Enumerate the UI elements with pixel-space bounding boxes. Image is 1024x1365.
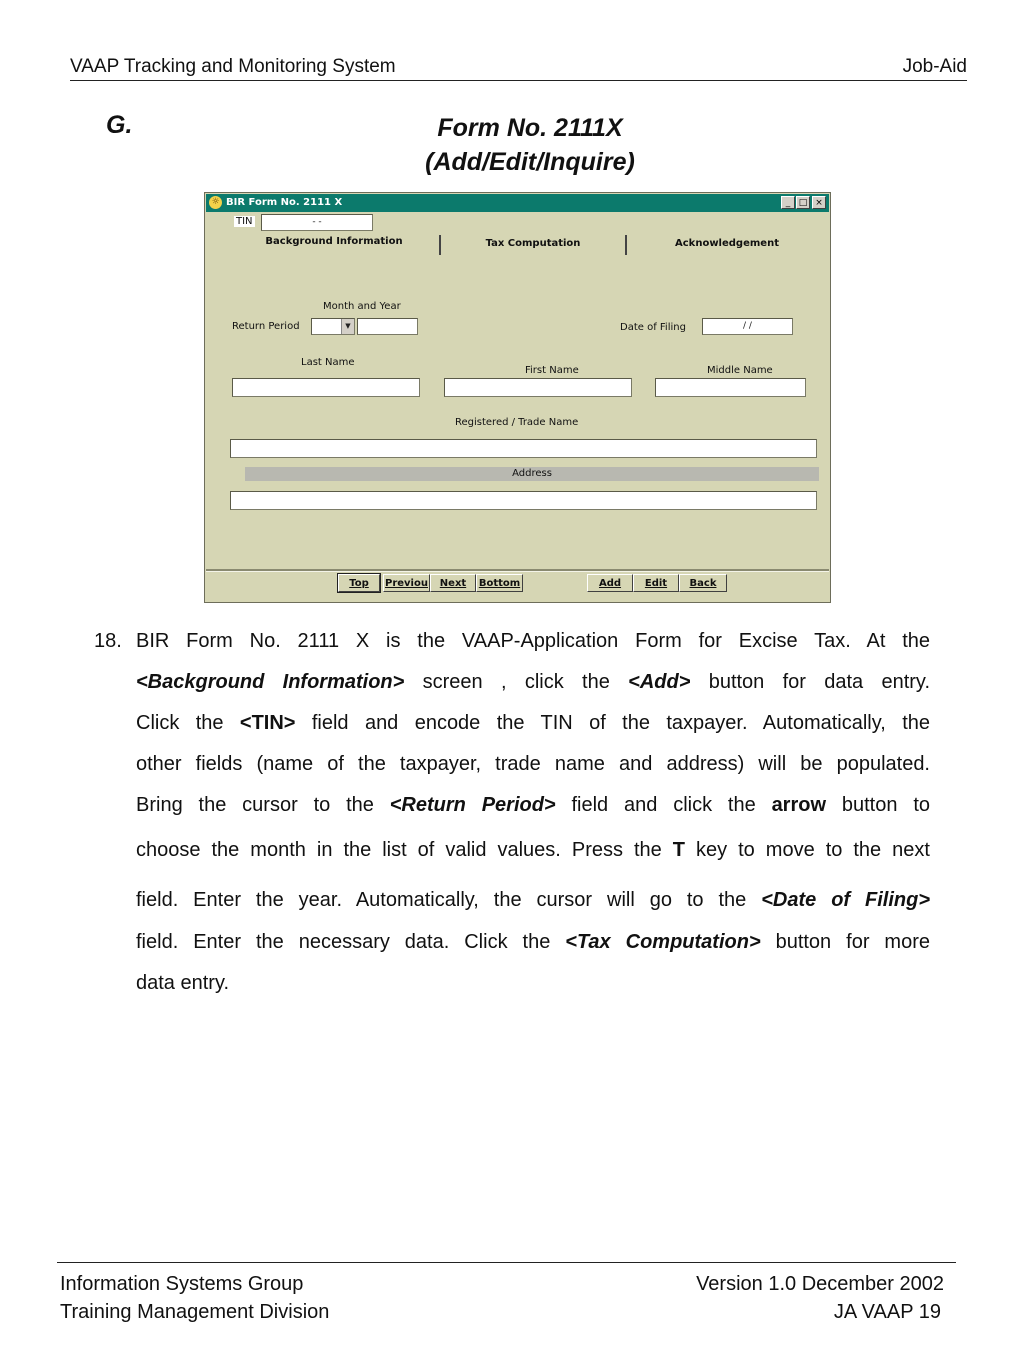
tab-strip xyxy=(229,233,829,257)
edit-button[interactable]: Edit xyxy=(633,574,679,592)
tab-acknowledgement[interactable]: Acknowledgement xyxy=(675,238,779,249)
header-doc-type: Job-Aid xyxy=(902,56,967,77)
back-button[interactable]: Back xyxy=(679,574,727,592)
footer-version: Version 1.0 December 2002 xyxy=(696,1273,944,1295)
first-name-label: First Name xyxy=(525,365,579,376)
text-line: other fields (name of the taxpayer, trade name and address) will be populated. xyxy=(136,753,930,775)
text-fragment: Click the xyxy=(136,712,240,734)
text-line: BIR Form No. 2111 X is the VAAP-Application Form for Excise Tax. At the xyxy=(136,630,930,652)
text-line xyxy=(136,662,930,703)
page-title xyxy=(330,111,730,179)
date-of-filing-input[interactable]: / / xyxy=(702,318,793,335)
text-fragment: button for more xyxy=(760,931,930,953)
text-line: data entry. xyxy=(136,972,230,994)
last-name-label: Last Name xyxy=(301,357,355,368)
text-fragment: screen , click the xyxy=(404,671,629,693)
page-header xyxy=(70,55,967,81)
address-input[interactable] xyxy=(230,491,817,510)
text-line xyxy=(136,874,930,922)
form-screenshot-window xyxy=(204,192,831,603)
arrow-ref: arrow xyxy=(771,794,827,816)
header-system-name: VAAP Tracking and Monitoring System xyxy=(70,56,396,77)
background-information-ref: <Background Information> xyxy=(136,671,405,693)
footer-division: Training Management Division xyxy=(60,1301,330,1323)
trade-name-label: Registered / Trade Name xyxy=(455,417,579,428)
tab-tax-computation[interactable]: Tax Computation xyxy=(485,238,581,249)
address-label: Address xyxy=(245,467,819,481)
text-line xyxy=(136,826,930,874)
date-of-filing-label: Date of Filing xyxy=(620,322,686,333)
title-line-1: Form No. 2111X xyxy=(437,114,623,142)
maximize-icon[interactable]: □ xyxy=(796,196,810,209)
window-title: BIR Form No. 2111 X xyxy=(226,197,343,208)
minimize-icon[interactable]: _ xyxy=(781,196,795,209)
text-line xyxy=(136,785,930,826)
tin-ref: <TIN> xyxy=(239,712,296,734)
trade-name-input[interactable] xyxy=(230,439,817,458)
t-key-ref: T xyxy=(672,839,685,861)
return-period-year-input[interactable] xyxy=(357,318,418,335)
text-fragment: button for data entry. xyxy=(690,671,931,693)
tab-background-information[interactable]: Background Information xyxy=(265,236,403,247)
tax-computation-ref: <Tax Computation> xyxy=(565,931,761,953)
previous-button[interactable]: Previou xyxy=(383,574,430,592)
window-titlebar xyxy=(206,194,829,212)
first-name-input[interactable] xyxy=(444,378,632,397)
text-fragment: field and encode the TIN of the taxpayer. Automatically, the xyxy=(295,712,931,734)
text-fragment: Bring the cursor to the xyxy=(136,794,390,816)
text-fragment: button to xyxy=(826,794,930,816)
tin-input[interactable]: - - xyxy=(261,214,373,231)
middle-name-label: Middle Name xyxy=(707,365,773,376)
text-fragment: choose the month in the list of valid values. Press the xyxy=(136,839,673,861)
footer-page-number: JA VAAP 19 xyxy=(833,1301,941,1323)
text-fragment: field and click the xyxy=(555,794,772,816)
return-period-label: Return Period xyxy=(232,321,300,332)
text-fragment: field. Enter the year. Automatically, the cursor will go to the xyxy=(136,889,762,911)
app-icon: ☼ xyxy=(209,196,222,209)
next-button[interactable]: Next xyxy=(430,574,476,592)
title-line-2: (Add/Edit/Inquire) xyxy=(425,148,635,176)
middle-name-input[interactable] xyxy=(655,378,806,397)
add-ref: <Add> xyxy=(628,671,691,693)
return-period-ref: <Return Period> xyxy=(389,794,556,816)
bottom-button[interactable]: Bottom xyxy=(476,574,523,592)
tin-label: TIN xyxy=(236,216,253,227)
date-of-filing-ref: <Date of Filing> xyxy=(761,889,931,911)
text-line xyxy=(136,703,930,744)
add-button[interactable]: Add xyxy=(587,574,633,592)
month-year-label: Month and Year xyxy=(323,301,401,312)
step-number: 18. xyxy=(94,630,122,652)
return-period-month-select[interactable] xyxy=(311,318,355,335)
footer-org: Information Systems Group xyxy=(60,1273,304,1295)
text-fragment: field. Enter the necessary data. Click the xyxy=(136,931,566,953)
dropdown-arrow-icon[interactable]: ▼ xyxy=(341,319,354,334)
instruction-text xyxy=(136,621,930,1004)
text-fragment: key to move to the next xyxy=(685,839,930,861)
button-bar-separator xyxy=(206,569,829,572)
section-letter: G. xyxy=(106,111,133,139)
close-icon[interactable]: × xyxy=(812,196,826,209)
top-button[interactable]: Top xyxy=(338,574,380,592)
text-line xyxy=(136,922,930,963)
last-name-input[interactable] xyxy=(232,378,420,397)
page-footer xyxy=(57,1262,956,1323)
